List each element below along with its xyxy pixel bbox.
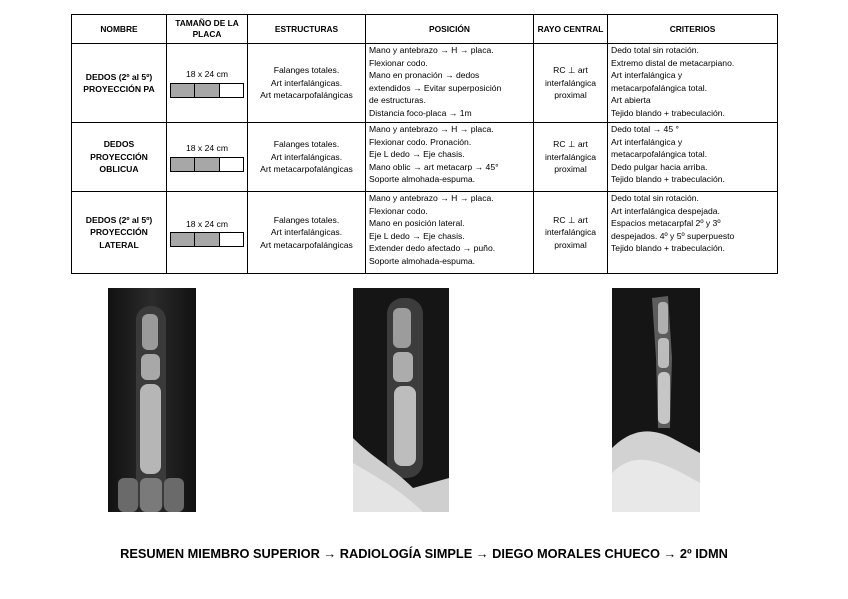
position-line: Distancia foco-placa → 1m <box>369 107 472 118</box>
position-line: Mano y antebrazo → H → placa. <box>369 45 494 55</box>
position-line: Mano en pronación → dedos <box>369 70 480 80</box>
header-size: TAMAÑO DE LA PLACA <box>167 15 248 44</box>
position-line: Soporte almohada-espuma. <box>369 174 476 184</box>
structure-line: Falanges totales. <box>273 139 340 150</box>
criteria-line: Tejido blando + trabeculación. <box>611 174 725 184</box>
projection-name <box>72 44 167 123</box>
criteria-cell <box>608 44 778 123</box>
central-ray-line: interfalángica <box>544 151 597 162</box>
plate-size-cell <box>167 123 248 192</box>
criteria-line: Art interfalángica despejada. <box>611 205 720 216</box>
position-line: Flexionar codo. <box>369 57 428 68</box>
position-line: Extender dedo afectado → puño. <box>369 243 496 253</box>
central-ray-cell <box>534 44 608 123</box>
position-line: extendidos → Evitar superposición <box>369 82 502 93</box>
central-ray-cell <box>534 123 608 192</box>
structure-line: Art interfalángicas. <box>270 77 343 88</box>
central-ray-line: proximal <box>554 90 587 101</box>
position-line: Soporte almohada-espuma. <box>369 255 476 266</box>
criteria-line: Dedo pulgar hacia arriba. <box>611 161 708 172</box>
criteria-line: metacarpofalángica total. <box>611 82 708 93</box>
plate-size-label: 18 x 24 cm <box>185 69 229 80</box>
structure-line: Art interfalángicas. <box>270 227 343 238</box>
criteria-line: Extremo distal de metacarpiano. <box>611 57 735 68</box>
plate-diagram <box>170 83 244 98</box>
criteria-line: Espacios metacarpfal 2º y 3º <box>611 218 721 228</box>
plate-diagram <box>170 232 244 247</box>
projection-name <box>72 123 167 192</box>
criteria-cell <box>608 123 778 192</box>
projection-name-line: LATERAL <box>99 239 139 250</box>
criteria-cell <box>608 192 778 274</box>
structure-line: Art metacarpofalángicas <box>260 90 353 101</box>
header-structures: ESTRUCTURAS <box>248 15 366 44</box>
central-ray-line: RC ⊥ art <box>553 65 588 76</box>
position-line: Mano oblic → art metacarp → 45° <box>369 161 499 172</box>
position-line: Eje L dedo → Eje chasis. <box>369 149 465 159</box>
projection-name <box>72 192 167 274</box>
central-ray-line: interfalángica <box>544 77 597 88</box>
structure-line: Falanges totales. <box>273 65 340 76</box>
table-header-row <box>72 15 778 44</box>
central-ray-cell <box>534 192 608 274</box>
xray-lateral-finger <box>612 288 700 512</box>
criteria-line: Art interfalángica y <box>611 70 683 80</box>
criteria-line: Dedo total sin rotación. <box>611 45 699 55</box>
xray-oblique-image <box>353 288 449 512</box>
position-line: Eje L dedo → Eje chasis. <box>369 230 465 241</box>
criteria-line: Tejido blando + trabeculación. <box>611 107 725 118</box>
plate-size-cell <box>167 192 248 274</box>
projection-name-line: PROYECCIÓN PA <box>83 84 155 94</box>
position-cell <box>366 44 534 123</box>
position-cell <box>366 192 534 274</box>
criteria-line: Dedo total → 45 ° <box>611 124 679 134</box>
projection-name-line: DEDOS <box>103 139 135 150</box>
central-ray-line: proximal <box>554 164 587 175</box>
structures-cell <box>248 192 366 274</box>
central-ray-line: proximal <box>554 239 587 250</box>
position-line: Mano y antebrazo → H → placa. <box>369 124 494 134</box>
xray-lateral-image <box>612 288 700 512</box>
header-criteria: CRITERIOS <box>608 15 778 44</box>
structures-cell <box>248 123 366 192</box>
structures-cell <box>248 44 366 123</box>
position-line: Mano y antebrazo → H → placa. <box>369 193 494 203</box>
criteria-line: Dedo total sin rotación. <box>611 193 699 203</box>
header-name: NOMBRE <box>72 15 167 44</box>
criteria-line: Art interfalángica y <box>611 136 683 147</box>
central-ray-line: RC ⊥ art <box>553 139 588 150</box>
central-ray-line: RC ⊥ art <box>553 214 588 225</box>
structure-line: Art metacarpofalángicas <box>260 239 353 250</box>
table-row <box>72 44 778 123</box>
plate-size-label: 18 x 24 cm <box>185 218 229 229</box>
position-line: Flexionar codo. Pronación. <box>369 136 472 147</box>
footer-title: RESUMEN MIEMBRO SUPERIOR → RADIOLOGÍA SIMPLE → DIEGO MORALES CHUECO → 2º IDMN <box>120 546 728 561</box>
header-position: POSICIÓN <box>366 15 534 44</box>
structure-line: Art metacarpofalángicas <box>260 164 353 175</box>
plate-size-label: 18 x 24 cm <box>185 143 229 154</box>
structure-line: Falanges totales. <box>273 214 340 225</box>
criteria-line: despejados. 4º y 5º superpuesto <box>611 230 735 241</box>
projection-name-line: PROYECCIÓN <box>90 227 148 238</box>
plate-diagram <box>170 157 244 172</box>
central-ray-line: interfalángica <box>544 227 597 238</box>
xray-pa-finger <box>108 288 196 512</box>
position-cell <box>366 123 534 192</box>
position-line: Mano en posición lateral. <box>369 218 465 228</box>
criteria-line: metacarpofalángica total. <box>611 149 708 159</box>
structure-line: Art interfalángicas. <box>270 151 343 162</box>
table-row <box>72 123 778 192</box>
table-row <box>72 192 778 274</box>
projection-name-line: PROYECCIÓN <box>90 151 148 162</box>
position-line: de estructuras. <box>369 95 426 105</box>
projection-name-line: DEDOS (2º al 5º) <box>85 71 153 82</box>
projection-name-line: DEDOS (2º al 5º) <box>85 214 153 225</box>
criteria-line: Tejido blando + trabeculación. <box>611 243 725 253</box>
xray-oblique-finger <box>353 288 449 512</box>
protocol-table <box>71 14 778 274</box>
position-line: Flexionar codo. <box>369 205 428 216</box>
projection-name-line: OBLICUA <box>99 164 139 175</box>
xray-pa-image <box>108 288 196 512</box>
plate-size-cell <box>167 44 248 123</box>
header-ray: RAYO CENTRAL <box>534 15 608 44</box>
criteria-line: Art abierta <box>611 95 651 105</box>
